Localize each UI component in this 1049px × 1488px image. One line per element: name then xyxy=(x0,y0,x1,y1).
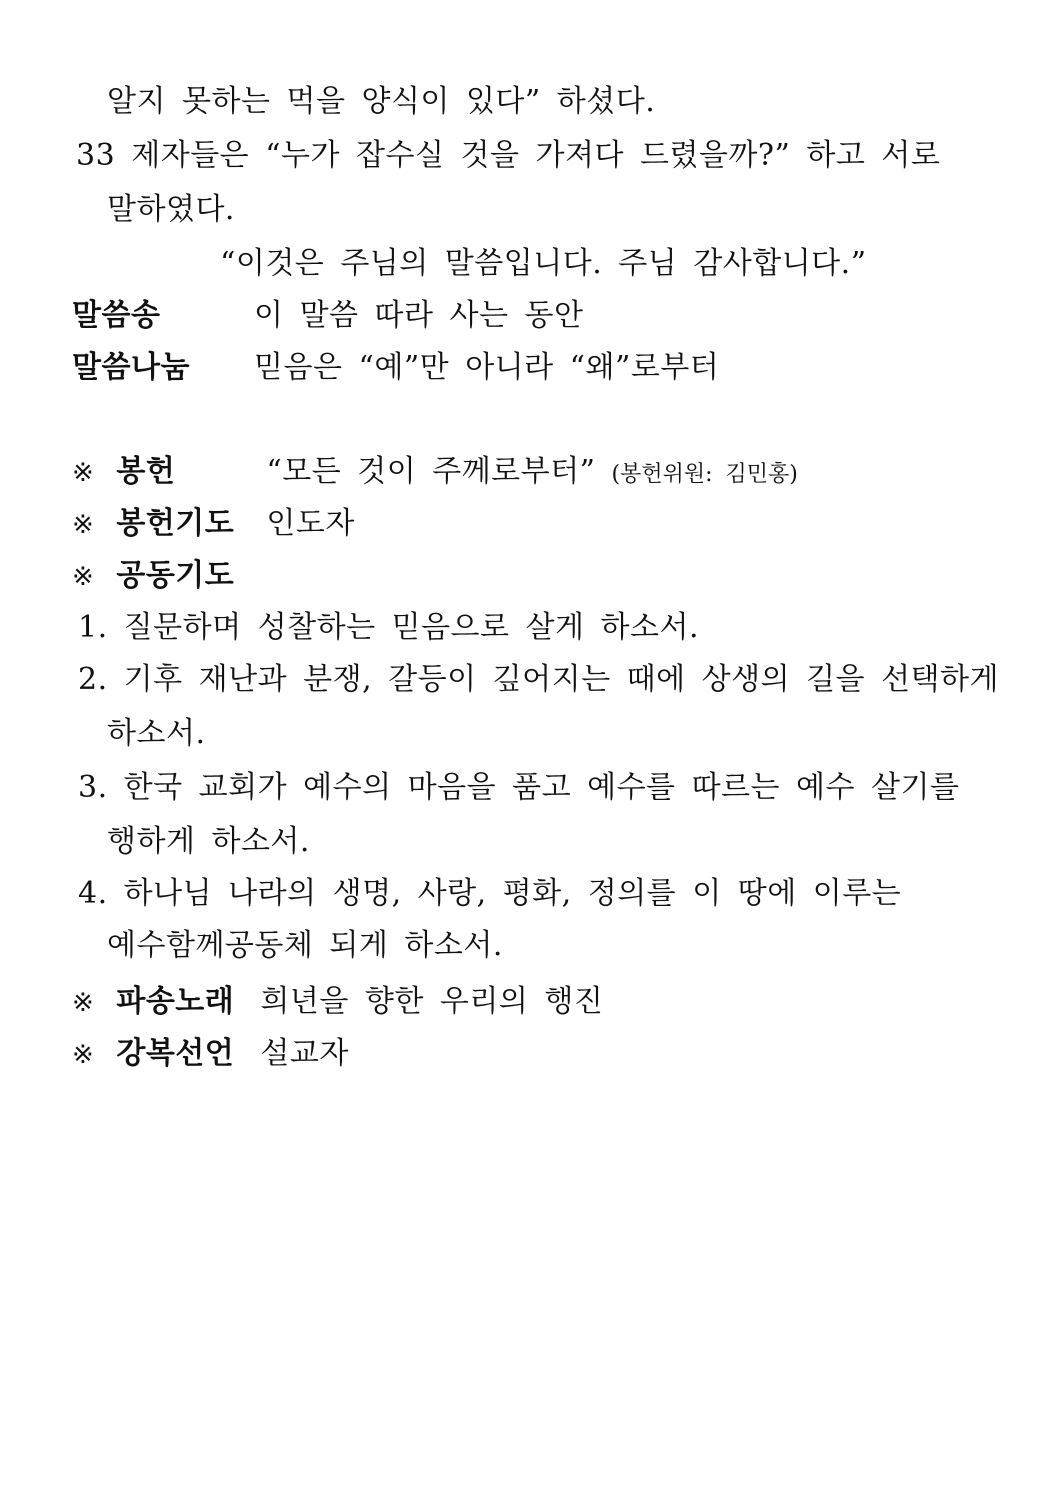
common-prayer-row xyxy=(72,556,234,597)
prayer-text: 질문하며 성찰하는 믿음으로 살게 하소서. xyxy=(123,610,700,645)
prayer-number: 2. xyxy=(78,662,108,697)
sermon-title: 믿음은 “예”만 아니라 “왜”로부터 xyxy=(254,350,720,385)
prayer-item-4-continuation: 예수함께공동체 되게 하소서. xyxy=(107,928,503,963)
verse-33 xyxy=(76,136,940,176)
standing-mark: ※ xyxy=(72,510,95,540)
offering-note: (봉헌위원: 김민홍) xyxy=(611,462,798,487)
benediction-label: 강복선언 xyxy=(116,1036,235,1071)
prayer-number: 3. xyxy=(78,770,108,805)
prayer-text: 한국 교회가 예수의 마음을 품고 예수를 따르는 예수 살기를 xyxy=(123,770,960,805)
standing-mark: ※ xyxy=(72,1040,95,1070)
sermon-label: 말씀나눔 xyxy=(72,350,190,385)
prayer-item-2-continuation: 하소서. xyxy=(107,716,206,751)
sermon-song-title: 이 말씀 따라 사는 동안 xyxy=(254,298,584,333)
sending-song-title: 희년을 향한 우리의 행진 xyxy=(260,984,604,1019)
verse-text: 제자들은 “누가 잡수실 것을 가져다 드렸을까?” 하고 서로 xyxy=(131,138,941,173)
sermon-row xyxy=(72,348,719,388)
standing-mark: ※ xyxy=(72,562,95,592)
reading-line-1: 알지 못하는 먹을 양식이 있다” 하셨다. xyxy=(107,84,656,119)
common-prayer-label: 공동기도 xyxy=(116,558,235,593)
prayer-item-1 xyxy=(78,608,699,648)
sending-song-label: 파송노래 xyxy=(116,984,235,1019)
prayer-text: 기후 재난과 분쟁, 갈등이 깊어지는 때에 상생의 길을 선택하게 xyxy=(123,662,999,697)
offering-prayer-label: 봉헌기도 xyxy=(116,506,235,541)
benediction-leader: 설교자 xyxy=(260,1036,349,1071)
standing-mark: ※ xyxy=(72,988,95,1018)
standing-mark: ※ xyxy=(72,458,95,488)
offering-hymn: “모든 것이 주께로부터” xyxy=(266,454,596,489)
sending-song-row xyxy=(72,982,603,1023)
offering-prayer-leader: 인도자 xyxy=(266,506,355,541)
sermon-song-row xyxy=(72,296,584,336)
offering-prayer-row xyxy=(72,504,355,545)
offering-row xyxy=(72,452,798,495)
prayer-item-2 xyxy=(78,660,999,700)
sermon-song-label: 말씀송 xyxy=(72,298,161,333)
verse-number: 33 xyxy=(76,138,116,173)
offering-label: 봉헌 xyxy=(116,454,176,489)
prayer-item-4 xyxy=(78,874,901,914)
prayer-item-3-continuation: 행하게 하소서. xyxy=(107,824,310,859)
prayer-item-3 xyxy=(78,768,959,808)
reading-response: “이것은 주님의 말씀입니다. 주님 감사합니다.” xyxy=(220,246,867,281)
benediction-row xyxy=(72,1034,349,1075)
prayer-number: 4. xyxy=(78,876,108,911)
verse-33-continuation: 말하였다. xyxy=(107,192,235,227)
prayer-text: 하나님 나라의 생명, 사랑, 평화, 정의를 이 땅에 이루는 xyxy=(123,876,902,911)
prayer-number: 1. xyxy=(78,610,108,645)
